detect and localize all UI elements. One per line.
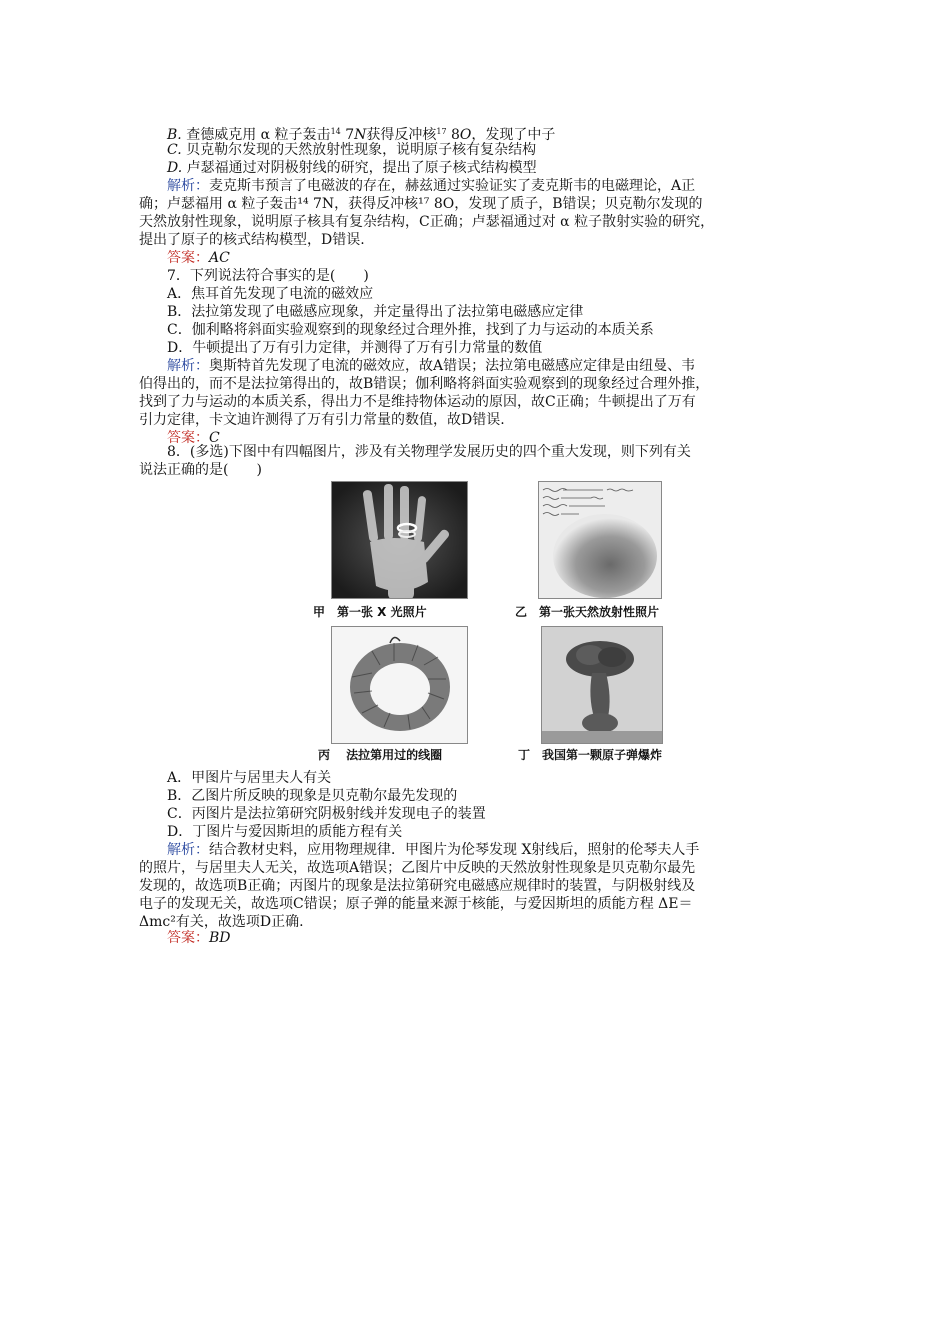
- q8-option-b: B．乙图片所反映的现象是贝克勒尔最先发现的: [167, 788, 458, 804]
- q8-option-a: A．甲图片与居里夫人有关: [167, 770, 332, 786]
- q8-answer: 答案：BD: [167, 930, 231, 946]
- q8-stem-line-2: 说法正确的是( ): [139, 462, 262, 478]
- q7-option-c: C．伽利略将斜面实验观察到的现象经过合理外推，找到了力与运动的本质关系: [167, 322, 654, 338]
- q7-answer: 答案：C: [167, 430, 220, 446]
- q8-analysis-line-1: 解析：结合教材史料，应用物理规律．甲图片为伦琴发现 X射线后，照射的伦琴夫人手: [167, 842, 700, 858]
- caption-bing: 丙 法拉第用过的线圈: [318, 748, 443, 762]
- q8-analysis-line-4: 电子的发现无关，故选项C错误；原子弹的能量来源于核能，与爱因斯坦的质能方程 ΔE＝: [139, 896, 693, 912]
- caption-yi: 乙 第一张天然放射性照片: [515, 605, 660, 619]
- q6-option-b: B. 查德威克用 α 粒子轰击$^{14}$ 7N获得反冲核$^{17}$ 8O，发现了中子: [167, 127, 556, 143]
- q8-option-d: D．丁图片与爱因斯坦的质能方程有关: [167, 824, 403, 840]
- q6-analysis-line-2: 确；卢瑟福用 α 粒子轰击¹⁴ 7N，获得反冲核¹⁷ 8O，发现了质子，B错误；贝克勒尔发现的: [139, 196, 703, 212]
- q8-option-c: C．丙图片是法拉第研究阴极射线并发现电子的装置: [167, 806, 486, 822]
- q8-analysis-line-2: 的照片，与居里夫人无关，故选项A错误；乙图片中反映的天然放射性现象是贝克勒尔最先: [139, 860, 696, 876]
- xray-hand-photo: [331, 481, 468, 599]
- q7-analysis-line-1: 解析：奥斯特首先发现了电流的磁效应，故A错误；法拉第电磁感应定律是由纽曼、韦: [167, 358, 696, 374]
- q7-analysis-line-3: 找到了力与运动的本质关系，得出力不是维持物体运动的原因，故C正确；牛顿提出了万有: [139, 394, 696, 410]
- q7-analysis-line-2: 伯得出的，而不是法拉第得出的，故B错误；伽利略将斜面实验观察到的现象经过合理外推，: [139, 376, 710, 392]
- q7-stem: 7．下列说法符合事实的是( ): [167, 268, 369, 284]
- q7-option-a: A．焦耳首先发现了电流的磁效应: [167, 286, 374, 302]
- q8-analysis-line-3: 发现的，故选项B正确；丙图片的现象是法拉第研究电磁感应规律时的装置，与阴极射线及: [139, 878, 696, 894]
- q6-analysis-line-4: 提出了原子的核式结构模型，D错误.: [139, 232, 365, 248]
- q6-option-d: D. 卢瑟福通过对阴极射线的研究，提出了原子核式结构模型: [167, 160, 537, 176]
- q8-analysis-line-5: Δmc²有关，故选项D正确.: [139, 914, 304, 930]
- q6-option-c: C. 贝克勒尔发现的天然放射性现象，说明原子核有复杂结构: [167, 142, 537, 158]
- q6-answer: 答案：AC: [167, 250, 230, 266]
- q7-option-b: B．法拉第发现了电磁感应现象，并定量得出了法拉第电磁感应定律: [167, 304, 584, 320]
- q7-option-d: D．牛顿提出了万有引力定律，并测得了万有引力常量的数值: [167, 340, 543, 356]
- atomic-bomb-photo: [541, 626, 663, 744]
- q6-analysis-line-3: 天然放射性现象，说明原子核具有复杂结构，C正确；卢瑟福通过对 α 粒子散射实验的研究，: [139, 214, 715, 230]
- caption-ding: 丁 我国第一颗原子弹爆炸: [518, 748, 663, 762]
- q6-analysis-line-1: 解析：麦克斯韦预言了电磁波的存在，赫兹通过实验证实了麦克斯韦的电磁理论，A正: [167, 178, 696, 194]
- q7-analysis-line-4: 引力定律，卡文迪许测得了万有引力常量的数值，故D错误.: [139, 412, 505, 428]
- faraday-coil-photo: [331, 626, 468, 744]
- q8-stem-line-1: 8．(多选)下图中有四幅图片，涉及有关物理学发展历史的四个重大发现，则下列有关: [167, 444, 691, 460]
- caption-jia: 甲 第一张 X 光照片: [313, 605, 427, 619]
- radioactivity-photo: [538, 481, 662, 599]
